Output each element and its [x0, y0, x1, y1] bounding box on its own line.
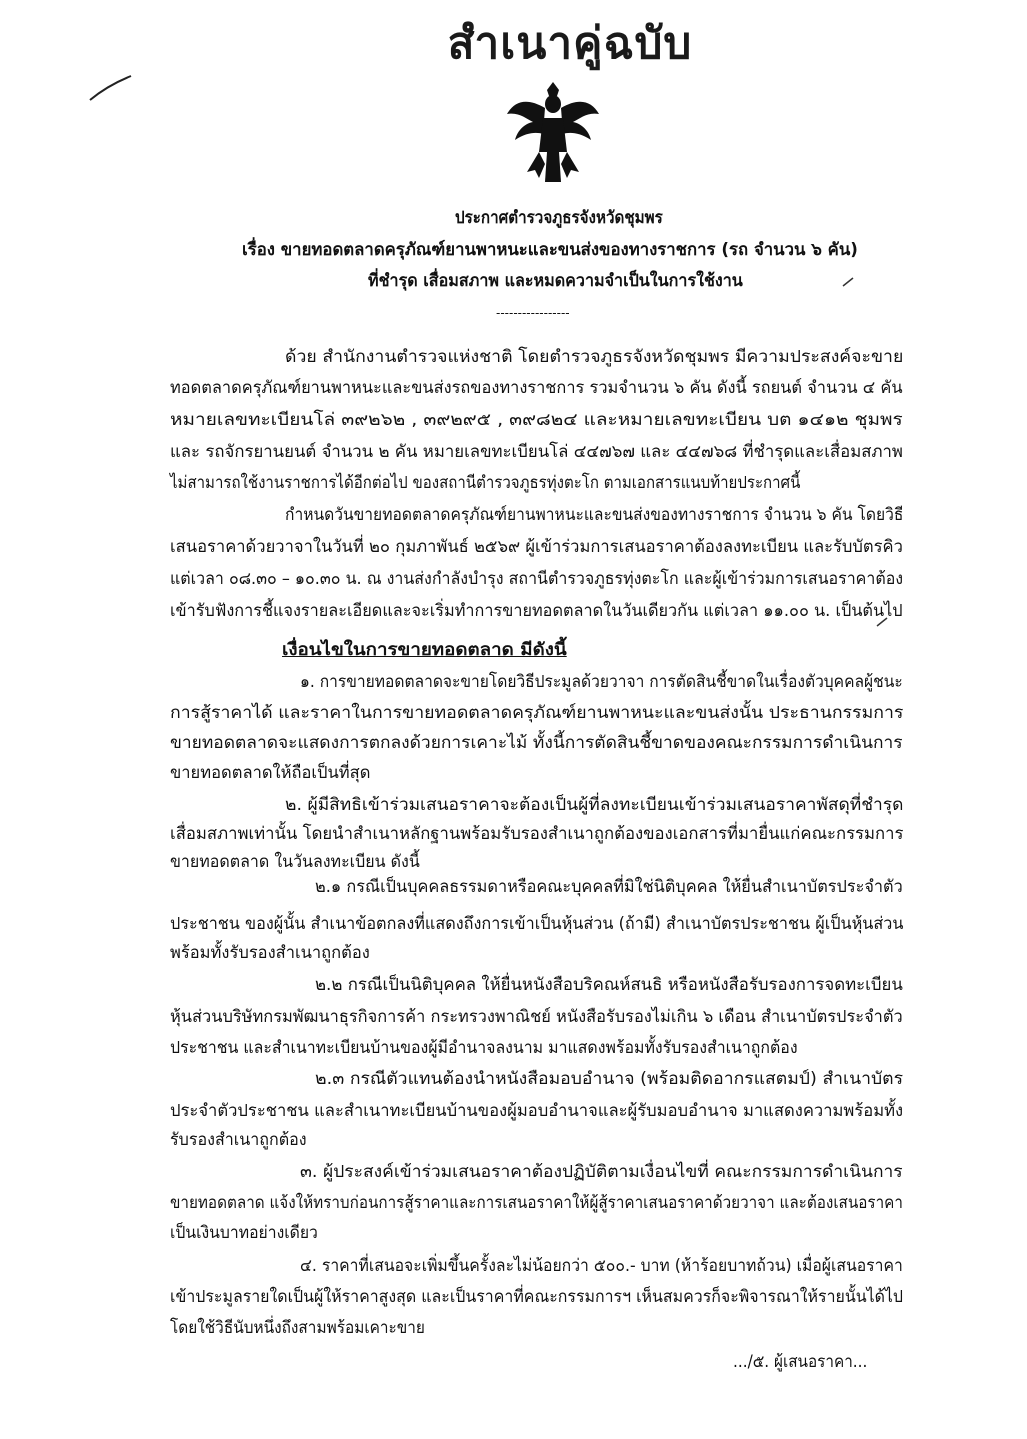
body-line: ๑. การขายทอดตลาดจะขายโดยวิธีประมูลด้วยวาจา การตัดสินชี้ขาดในเรื่องตัวบุคคลผู้ชนะ [300, 672, 903, 692]
body-line: ขายทอดตลาด ในวันลงทะเบียน ดังนี้ [170, 852, 420, 872]
continuation-note: .../๕. ผู้เสนอราคา... [733, 1352, 868, 1372]
body-line: ๓. ผู้ประสงค์เข้าร่วมเสนอราคาต้องปฏิบัติตามเงื่อนไขที่ คณะกรรมการดำเนินการ [300, 1162, 903, 1182]
body-line: เป็นเงินบาทอย่างเดียว [170, 1223, 318, 1243]
tick-mark-icon [842, 276, 854, 288]
body-line: ประชาชน และสำเนาทะเบียนบ้านของผู้มีอำนาจลงนาม มาแสดงพร้อมทั้งรับรองสำเนาถูกต้อง [170, 1038, 798, 1058]
body-line: เข้ารับฟังการชี้แจงรายละเอียดและจะเริ่มทำการขายทอดตลาดในวันเดียวกัน แต่เวลา ๑๑.๐๐ น. เป็นต้นไป [170, 601, 903, 621]
body-line: ประจำตัวประชาชน และสำเนาทะเบียนบ้านของผู้มอบอำนาจและผู้รับมอบอำนาจ มาแสดงความพร้อมทั้ง [170, 1101, 904, 1121]
copy-stamp: สำเนาคู่ฉบับ [447, 18, 693, 69]
body-line: รับรองสำเนาถูกต้อง [170, 1130, 307, 1150]
body-line: ขายทอดตลาดจะแสดงการตกลงด้วยการเคาะไม้ ทั้งนี้การตัดสินชี้ขาดของคณะกรรมการดำเนินการ [170, 733, 903, 753]
body-line: หุ้นส่วนบริษัทกรมพัฒนาธุรกิจการค้า กระทรวงพาณิชย์ หนังสือรับรองไม่เกิน ๖ เดือน สำเนาบัตรประจำตัว [170, 1007, 903, 1027]
separator-line: ----------------- [496, 306, 570, 320]
pen-mark-icon [88, 72, 133, 104]
body-line: ๒.๓ กรณีตัวแทนต้องนำหนังสือมอบอำนาจ (พร้อมติดอากรแสตมป์) สำเนาบัตร [315, 1069, 904, 1089]
body-line: เข้าประมูลรายใดเป็นผู้ให้ราคาสูงสุด และเป็นราคาที่คณะกรรมการฯ เห็นสมควรก็จะพิจารณาให้รายนั้นได้ไป [170, 1287, 904, 1307]
announcement-subject: เรื่อง ขายทอดตลาดครุภัณฑ์ยานพาหนะและขนส่งของทางราชการ (รถ จำนวน ๖ คัน) [242, 240, 858, 260]
body-line: ทอดตลาดครุภัณฑ์ยานพาหนะและขนส่งรถของทางราชการ รวมจำนวน ๖ คัน ดังนี้ รถยนต์ จำนวน ๔ คัน [170, 378, 903, 398]
body-line: เสื่อมสภาพเท่านั้น โดยนำสำเนาหลักฐานพร้อมรับรองสำเนาถูกต้องของเอกสารที่มายื่นแก่คณะกรรมการ [170, 824, 904, 844]
body-line: เสนอราคาด้วยวาจาในวันที่ ๒๐ กุมภาพันธ์ ๒๕๖๙ ผู้เข้าร่วมการเสนอราคาต้องลงทะเบียน และรับบัตรคิว [170, 537, 903, 557]
body-line: ๒.๒ กรณีเป็นนิติบุคคล ให้ยื่นหนังสือบริคณห์สนธิ หรือหนังสือรับรองการจดทะเบียน [315, 975, 903, 995]
body-line: ๒. ผู้มีสิทธิเข้าร่วมเสนอราคาจะต้องเป็นผู้ที่ลงทะเบียนเข้าร่วมเสนอราคาพัสดุที่ชำรุด [285, 795, 904, 815]
body-line: ด้วย สำนักงานตำรวจแห่งชาติ โดยตำรวจภูธรจังหวัดชุมพร มีความประสงค์จะขาย [285, 347, 904, 367]
body-line: ขายทอดตลาดให้ถือเป็นที่สุด [170, 763, 371, 783]
body-line: การสู้ราคาได้ และราคาในการขายทอดตลาดครุภัณฑ์ยานพาหนะและขนส่งนั้น ประธานกรรมการ [170, 703, 904, 723]
garuda-emblem-icon [503, 78, 603, 186]
body-line: ๒.๑ กรณีเป็นบุคคลธรรมดาหรือคณะบุคคลที่มิใช่นิติบุคคล ให้ยื่นสำเนาบัตรประจำตัว [315, 877, 903, 897]
body-line: ขายทอดตลาด แจ้งให้ทราบก่อนการสู้ราคาและการเสนอราคาให้ผู้สู้ราคาเสนอราคาด้วยวาจา และต้องเสนอราคา [170, 1193, 903, 1213]
body-line: ไม่สามารถใช้งานราชการได้อีกต่อไป ของสถานีตำรวจภูธรทุ่งตะโก ตามเอกสารแนบท้ายประกาศนี้ [170, 473, 801, 493]
body-line: หมายเลขทะเบียนโล่ ๓๙๒๖๒ , ๓๙๒๙๕ , ๓๙๘๒๔ และหมายเลขทะเบียน บต ๑๔๑๒ ชุมพร [170, 410, 903, 430]
body-line: โดยใช้วิธีนับหนึ่งถึงสามพร้อมเคาะขาย [170, 1318, 425, 1338]
section-heading: เงื่อนไขในการขายทอดตลาด มีดังนี้ [282, 640, 567, 660]
body-line: กำหนดวันขายทอดตลาดครุภัณฑ์ยานพาหนะและขนส่งของทางราชการ จำนวน ๖ คัน โดยวิธี [285, 505, 904, 525]
body-line: แต่เวลา ๐๘.๓๐ – ๑๐.๓๐ น. ณ งานส่งกำลังบำรุง สถานีตำรวจภูธรทุ่งตะโก และผู้เข้าร่วมการเสนอราคาต้อง [170, 569, 904, 589]
body-line: และ รถจักรยานยนต์ จำนวน ๒ คัน หมายเลขทะเบียนโล่ ๔๔๗๖๗ และ ๔๔๗๖๘ ที่ชำรุดและเสื่อมสภาพ [170, 442, 903, 462]
announcement-issuer: ประกาศตำรวจภูธรจังหวัดชุมพร [455, 208, 663, 228]
body-line: ประชาชน ของผู้นั้น สำเนาข้อตกลงที่แสดงถึงการเข้าเป็นหุ้นส่วน (ถ้ามี) สำเนาบัตรประชาชน ผู้เป็นหุ้นส่วน [170, 914, 904, 934]
announcement-subject-cont: ที่ชำรุด เสื่อมสภาพ และหมดความจำเป็นในการใช้งาน [368, 271, 743, 291]
body-line: ๔. ราคาที่เสนอจะเพิ่มขึ้นครั้งละไม่น้อยกว่า ๕๐๐.- บาท (ห้าร้อยบาทถ้วน) เมื่อผู้เสนอราคา [300, 1256, 903, 1276]
body-line: พร้อมทั้งรับรองสำเนาถูกต้อง [170, 943, 370, 963]
